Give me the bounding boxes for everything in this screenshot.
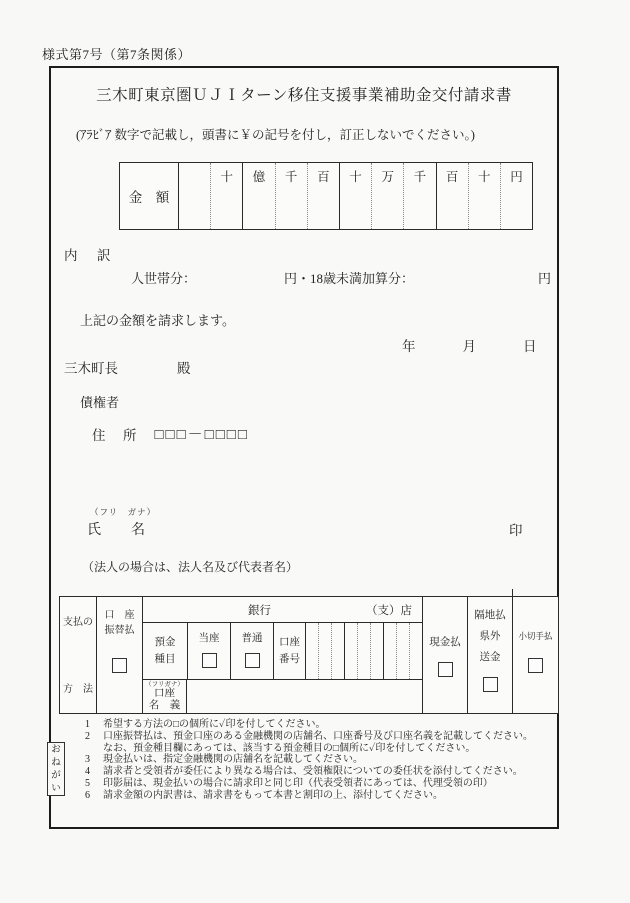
form-code: 様式第7号（第7条関係） — [42, 47, 192, 62]
remote-payment-label-3: 送金 — [479, 652, 501, 663]
amount-digit-columns — [179, 163, 532, 229]
amount-digit-cell[interactable]: 百 — [436, 163, 468, 229]
account-digit-cell[interactable] — [318, 623, 331, 679]
account-transfer-checkbox[interactable] — [112, 658, 127, 673]
account-digit-cell[interactable] — [370, 623, 383, 679]
payment-method-header-cell — [60, 597, 96, 713]
note-item: 6 請求金額の内訳書は、請求書をもって本書と割印の上、添付してください。 — [85, 789, 443, 801]
deposit-label-2: 種目 — [154, 654, 176, 665]
seal-label: 印 — [509, 523, 523, 538]
account-digit-cell[interactable] — [305, 623, 318, 679]
bank-label[interactable]: 銀行 — [248, 604, 271, 617]
bank-details-block — [142, 597, 422, 713]
branch-label[interactable]: （支）店 — [366, 604, 412, 617]
cash-payment-checkbox[interactable] — [438, 662, 453, 677]
current-account-cell — [187, 623, 230, 679]
amount-digit-cell[interactable]: 十 — [210, 163, 242, 229]
onegai-char: ね — [51, 758, 61, 768]
note-item: 4 請求者と受領者が委任により異なる場合は、受領権限についての委任状を添付してください。 — [85, 766, 523, 778]
check-payment-cell — [512, 589, 558, 713]
current-account-checkbox[interactable] — [202, 653, 217, 668]
addressee-honorific: 殿 — [177, 361, 191, 376]
form-title: 三木町東京圏ＵＪＩターン移住支援事業補助金交付請求書 — [96, 87, 512, 104]
ordinary-account-cell — [230, 623, 273, 679]
ordinary-account-label: 普通 — [241, 633, 263, 644]
account-digit-cell[interactable] — [396, 623, 409, 679]
note-item: 3 現金払いは、指定金融機関の店舗名を記載してください。 — [85, 754, 363, 766]
account-transfer-cell — [96, 597, 142, 713]
account-number-label-cell — [273, 623, 305, 679]
account-digit-cell[interactable] — [409, 623, 422, 679]
account-holder-row — [143, 680, 422, 713]
breakdown-label: 内 訳 — [64, 248, 114, 263]
amount-digit-cell[interactable]: 億 — [242, 163, 274, 229]
name-label: 氏 名 — [87, 523, 153, 538]
bank-branch-header — [143, 597, 422, 623]
ordinary-account-checkbox[interactable] — [245, 653, 260, 668]
amount-digit-cell[interactable] — [179, 163, 210, 229]
payment-method-label-1: 支払の — [63, 617, 93, 628]
onegai-char: い — [51, 784, 61, 794]
breakdown-household-label: 人世帯分： — [131, 271, 197, 286]
addressee-mayor: 三木町長 — [64, 361, 118, 376]
amount-digit-cell[interactable]: 十 — [468, 163, 500, 229]
onegai-vertical-box — [47, 742, 65, 796]
amount-digit-cell[interactable]: 円 — [500, 163, 532, 229]
amount-table — [119, 162, 533, 230]
remote-payment-label-2: 県外 — [479, 631, 501, 642]
account-number-label-1: 口座 — [279, 637, 300, 648]
fill-instruction: (ｱﾗﾋﾞｱ 数字で記載し，頭書に￥の記号を付し，訂正しないでください。) — [76, 128, 475, 142]
check-payment-label: 小切手払 — [518, 630, 553, 641]
account-holder-label-cell — [143, 680, 187, 713]
note-item: 1 希望する方法の□の個所に✓印を付してください。 — [85, 719, 326, 730]
account-number-digit-cells — [305, 623, 422, 679]
account-digit-cell[interactable] — [383, 623, 396, 679]
name-furigana-label: （フリ ガナ） — [90, 507, 157, 517]
remote-payment-label-1: 隔地払 — [474, 610, 506, 621]
account-holder-input-area[interactable] — [187, 680, 422, 713]
account-number-label-2: 番号 — [279, 654, 300, 665]
onegai-char: お — [51, 745, 61, 755]
check-payment-checkbox[interactable] — [528, 658, 543, 673]
current-account-label: 当座 — [198, 633, 220, 644]
amount-digit-cell[interactable]: 万 — [371, 163, 403, 229]
amount-digit-cell[interactable]: 千 — [403, 163, 435, 229]
note-item: なお、預金種目欄にあっては、該当する預金種目の□個所に✓印を付してください。 — [103, 742, 476, 754]
address-label: 住 所 — [92, 427, 139, 443]
amount-digit-cell[interactable]: 百 — [307, 163, 339, 229]
remote-payment-cell — [467, 597, 512, 713]
note-item: 2 口座振替払は、預金口座のある金融機関の店舗名、口座番号及び口座名義を記載してください。 — [85, 730, 533, 742]
account-digit-cell[interactable] — [331, 623, 344, 679]
onegai-char: が — [51, 771, 61, 781]
account-holder-label-1: 口座 — [154, 687, 175, 699]
payment-method-label-2: 方 法 — [63, 684, 93, 695]
corporate-note: （法人の場合は、法人名及び代表者名） — [82, 560, 299, 574]
request-sentence: 上記の金額を請求します。 — [80, 313, 235, 328]
deposit-type-label-cell — [143, 623, 187, 679]
amount-label: 金 額 — [120, 163, 179, 229]
account-transfer-label-2: 振替払 — [104, 625, 135, 636]
account-digit-cell[interactable] — [357, 623, 370, 679]
deposit-row — [143, 623, 422, 680]
account-digit-cell[interactable] — [344, 623, 357, 679]
date-day-label: 日 — [523, 339, 537, 354]
date-year-label: 年 — [402, 339, 416, 354]
deposit-label-1: 預金 — [154, 637, 176, 648]
form-border-box — [49, 66, 559, 829]
note-item: 5 印影届は、現金払いの場合に請求印と同じ印（代表受領者にあっては、代理受領の印） — [85, 777, 493, 789]
amount-digit-cell[interactable]: 十 — [339, 163, 371, 229]
date-month-label: 月 — [462, 339, 476, 354]
breakdown-minor-addition-label: 円・18歳未満加算分： — [284, 271, 415, 286]
cash-payment-cell — [422, 597, 467, 713]
amount-digit-cell[interactable]: 千 — [275, 163, 307, 229]
account-holder-furigana: （フリガナ） — [145, 680, 184, 688]
creditor-label: 債権者 — [80, 395, 120, 410]
breakdown-yen-label: 円 — [538, 271, 552, 286]
payment-method-table — [59, 596, 559, 714]
date-line — [402, 335, 537, 355]
account-transfer-label-1: 口 座 — [104, 610, 135, 621]
account-holder-label-2: 名 義 — [148, 699, 181, 711]
postal-code-boxes[interactable]: □□□－□□□□ — [154, 427, 249, 443]
notes-list — [85, 719, 547, 802]
remote-payment-checkbox[interactable] — [483, 677, 498, 692]
address-row — [92, 423, 249, 444]
cash-payment-label: 現金払 — [429, 636, 461, 648]
